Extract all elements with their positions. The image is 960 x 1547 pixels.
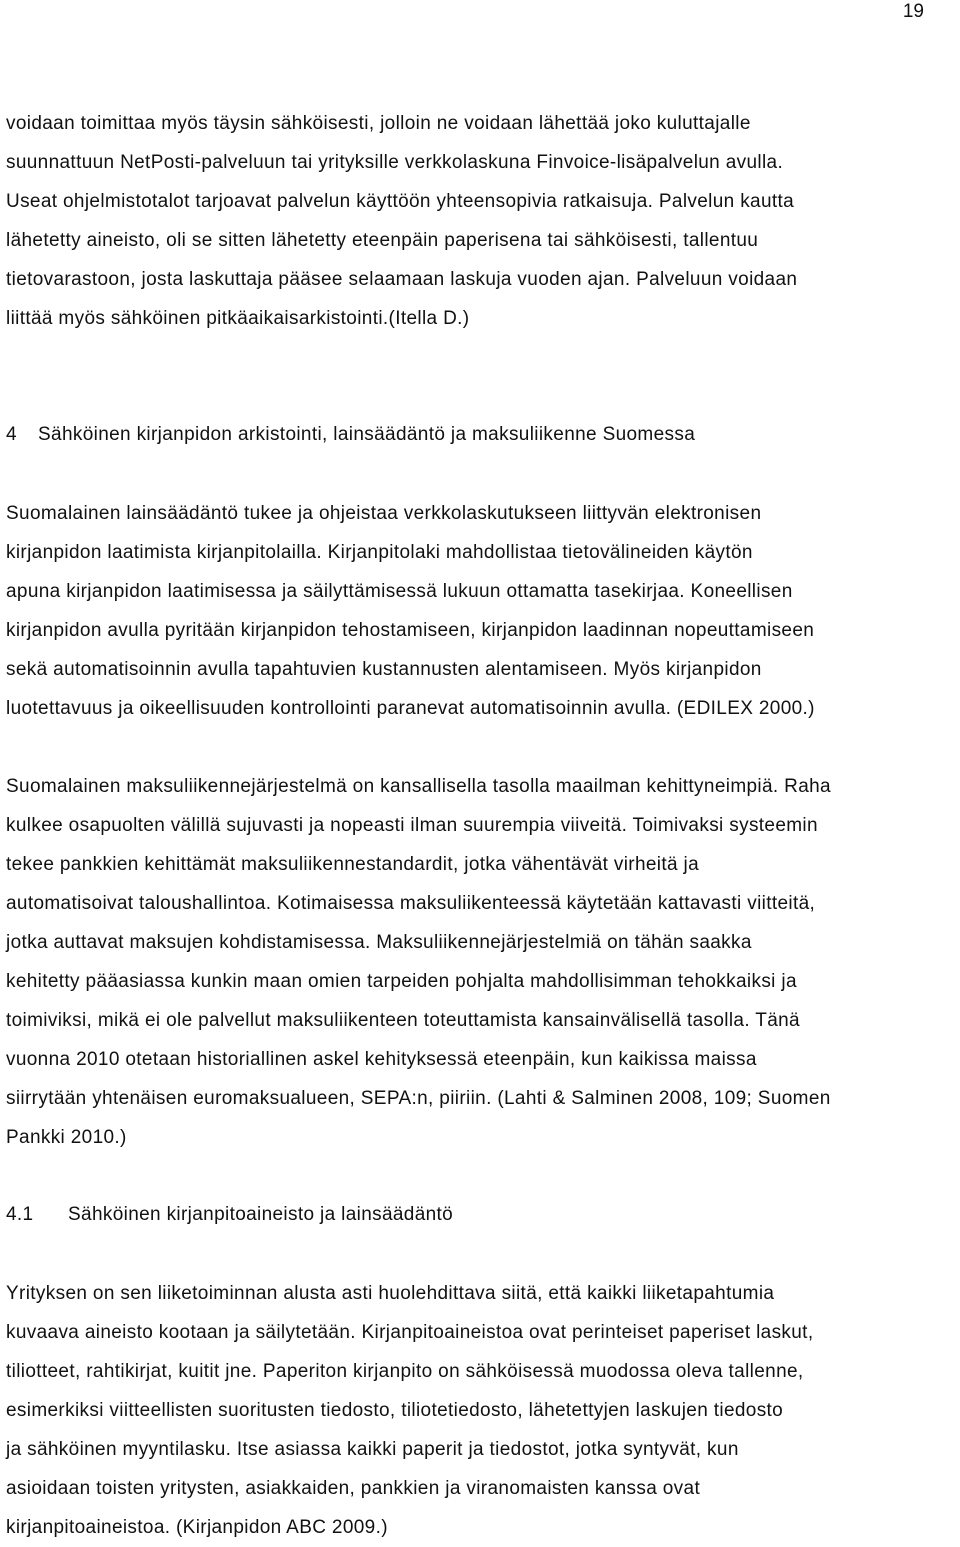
text-line: kirjanpidon laatimista kirjanpitolailla. Kirjanpitolaki mahdollistaa tietovälineiden käytön [6, 542, 753, 563]
section-title: Sähköinen kirjanpidon arkistointi, lainsäädäntö ja maksuliikenne Suomessa [38, 424, 696, 445]
text-line: Suomalainen maksuliikennejärjestelmä on kansallisella tasolla maailman kehittyneimpiä. Raha [6, 776, 831, 797]
text-line: sekä automatisoinnin avulla tapahtuvien kustannusten alentamiseen. Myös kirjanpidon [6, 659, 762, 680]
text-line: Pankki 2010.) [6, 1127, 127, 1148]
paragraph-3 [6, 767, 946, 1157]
text-line: kehitetty pääasiassa kunkin maan omien tarpeiden pohjalta mahdollisimman tehokkaiksi ja [6, 971, 797, 992]
text-line: lähetetty aineisto, oli se sitten lähetetty eteenpäin paperisena tai sähköisesti, tallentuu [6, 230, 759, 251]
section-heading [6, 415, 946, 454]
subsection-heading [6, 1195, 946, 1234]
text-line: kuvaava aineisto kootaan ja säilytetään. Kirjanpitoaineistoa ovat perinteiset paperiset laskut, [6, 1322, 814, 1343]
text-line: suunnattuun NetPosti-palveluun tai yrityksille verkkolaskuna Finvoice-lisäpalvelun avulla. [6, 152, 784, 173]
section-number: 4 [6, 424, 17, 445]
text-line: kulkee osapuolten välillä sujuvasti ja nopeasti ilman suurempia viiveitä. Toimivaksi systeemin [6, 815, 818, 836]
text-line: luotettavuus ja oikeellisuuden kontrollointi paranevat automatisoinnin avulla. (EDILEX 2000.) [6, 698, 815, 719]
text-line: ja sähköinen myyntilasku. Itse asiassa kaikki paperit ja tiedostot, jotka syntyvät, kun [6, 1439, 739, 1460]
text-line: automatisoivat taloushallintoa. Kotimaisessa maksuliikenteessä käytetään kattavasti viitteitä, [6, 893, 816, 914]
text-line: Suomalainen lainsäädäntö tukee ja ohjeistaa verkkolaskutukseen liittyvän elektronisen [6, 503, 762, 524]
text-line: toimiviksi, mikä ei ole palvellut maksuliikenteen toteuttamista kansainvälisellä tasolla. Tänä [6, 1010, 800, 1031]
text-line: voidaan toimittaa myös täysin sähköisesti, jolloin ne voidaan lähettää joko kuluttajalle [6, 113, 751, 134]
text-line: apuna kirjanpidon laatimisessa ja säilyttämisessä lukuun ottamatta tasekirjaa. Koneellisen [6, 581, 793, 602]
text-line: tietovarastoon, josta laskuttaja pääsee selaamaan laskuja vuoden ajan. Palveluun voidaan [6, 269, 798, 290]
text-line: asioidaan toisten yritysten, asiakkaiden, pankkien ja viranomaisten kanssa ovat [6, 1478, 701, 1499]
paragraph-2 [6, 494, 946, 728]
text-line: liittää myös sähköinen pitkäaikaisarkistointi.(Itella D.) [6, 308, 470, 329]
text-line: siirrytään yhtenäisen euromaksualueen, SEPA:n, piiriin. (Lahti & Salminen 2008, 109; Suomen [6, 1088, 831, 1109]
subsection-title: Sähköinen kirjanpitoaineisto ja lainsäädäntö [68, 1204, 454, 1225]
text-line: tiliotteet, rahtikirjat, kuitit jne. Paperiton kirjanpito on sähköisessä muodossa oleva tallenne, [6, 1361, 804, 1382]
text-line: Useat ohjelmistotalot tarjoavat palvelun käyttöön yhteensopivia ratkaisuja. Palvelun kautta [6, 191, 795, 212]
text-line: esimerkiksi viitteellisten suoritusten tiedosto, tiliotetiedosto, lähetettyjen laskujen tiedosto [6, 1400, 784, 1421]
text-line: kirjanpitoaineistoa. (Kirjanpidon ABC 2009.) [6, 1517, 388, 1538]
text-line: Yrityksen on sen liiketoiminnan alusta asti huolehdittava siitä, että kaikki liiketapahtumia [6, 1283, 775, 1304]
subsection-number: 4.1 [6, 1204, 34, 1225]
paragraph-1 [6, 104, 946, 338]
paragraph-4 [6, 1274, 946, 1547]
text-line: tekee pankkien kehittämät maksuliikennestandardit, jotka vähentävät virheitä ja [6, 854, 700, 875]
text-line: kirjanpidon avulla pyritään kirjanpidon tehostamiseen, kirjanpidon laadinnan nopeuttamiseen [6, 620, 815, 641]
text-line: jotka auttavat maksujen kohdistamisessa. Maksuliikennejärjestelmiä on tähän saakka [6, 932, 752, 953]
page-number: 19 [902, 1, 924, 22]
text-line: vuonna 2010 otetaan historiallinen askel kehityksessä eteenpäin, kun kaikissa maissa [6, 1049, 757, 1070]
